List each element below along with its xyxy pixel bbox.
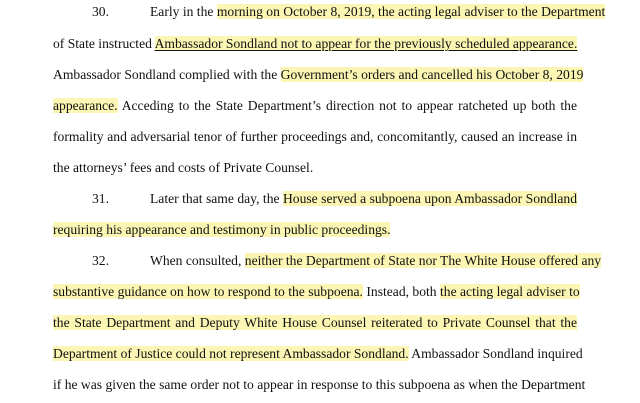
highlighted-text: the acting legal adviser to xyxy=(440,284,580,299)
highlighted-text: requiring his appearance and testimony in public proceedings. xyxy=(53,222,391,237)
paragraph-32-line-4: Department of Justice could not represent Ambassador Sondland. Ambassador Sondland inquired xyxy=(53,346,583,361)
highlighted-text: House served a subpoena upon Ambassador Sondland xyxy=(282,191,577,206)
highlighted-text: appearance. xyxy=(53,98,118,113)
paragraph-number: 30. xyxy=(92,4,109,19)
paragraph-32-line-1: 32. When consulted, neither the Department of State nor The White House offered any xyxy=(53,251,577,271)
paragraph-30-line-3: Ambassador Sondland complied with the Government’s orders and cancelled his October 8, 2019 xyxy=(53,67,584,82)
highlighted-text: the State Department and Deputy White House Counsel reiterated to Private Counsel that the xyxy=(53,315,577,330)
paragraph-30-line-5: formality and adversarial tenor of further proceedings and, concomitantly, caused an increase in xyxy=(53,129,577,144)
paragraph-30-line-4: appearance. Acceding to the State Department’s direction not to appear ratcheted up both the xyxy=(53,98,577,113)
highlighted-underlined-text: Ambassador Sondland not to appear for the previously scheduled appearance. xyxy=(154,36,578,51)
highlighted-text: Department of Justice could not represent Ambassador Sondland. xyxy=(53,346,409,361)
paragraph-32-line-5: if he was given the same order not to appear in response to this subpoena as when the Department xyxy=(53,377,586,392)
paragraph-31-line-1: 31. Later that same day, the House served a subpoena upon Ambassador Sondland xyxy=(53,189,577,209)
highlighted-text: neither the Department of State nor The White House offered any xyxy=(244,253,602,268)
paragraph-32-line-3 xyxy=(53,313,577,333)
paragraph-32-line-2: substantive guidance on how to respond to the subpoena. Instead, both the acting legal adviser to xyxy=(53,284,580,299)
highlighted-text: substantive guidance on how to respond to the subpoena. xyxy=(53,284,363,299)
paragraph-30-line-6: the attorneys’ fees and costs of Private Counsel. xyxy=(53,160,314,175)
paragraph-31-line-2 xyxy=(53,220,577,240)
paragraph-number: 32. xyxy=(92,253,109,268)
paragraph-30-line-1: 30. Early in the morning on October 8, 2019, the acting legal adviser to the Department xyxy=(53,2,577,22)
highlighted-text: Government’s orders and cancelled his October 8, 2019 xyxy=(280,67,584,82)
highlighted-text: morning on October 8, 2019, the acting legal adviser to the Department xyxy=(216,4,606,19)
paragraph-number: 31. xyxy=(92,191,109,206)
paragraph-30-line-2: of State instructed Ambassador Sondland not to appear for the previously scheduled appearance. xyxy=(53,36,578,51)
